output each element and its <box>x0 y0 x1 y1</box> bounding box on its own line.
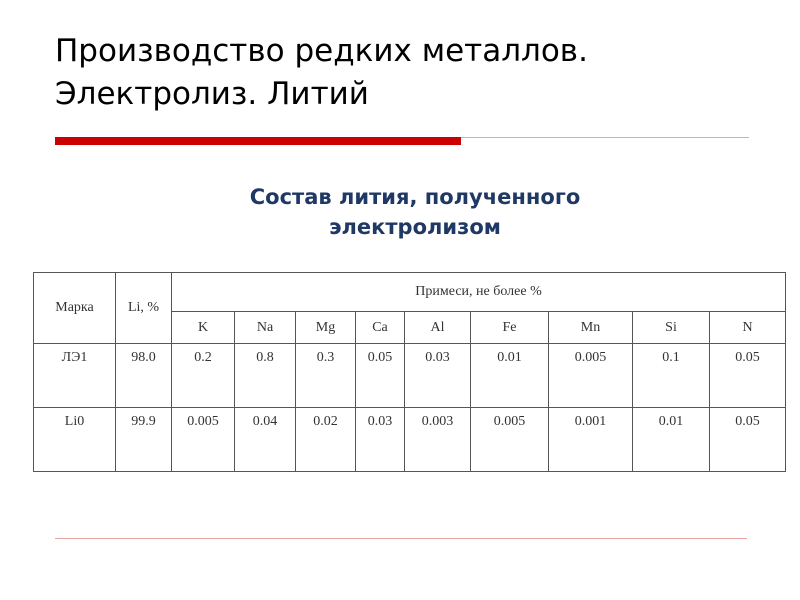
cell-si: 0.01 <box>633 408 710 472</box>
title-divider <box>55 136 749 146</box>
header-element-al: Al <box>405 312 471 344</box>
cell-al: 0.03 <box>405 344 471 408</box>
cell-mg: 0.3 <box>296 344 356 408</box>
header-element-mn: Mn <box>549 312 633 344</box>
header-row <box>34 273 786 312</box>
header-li: Li, % <box>116 273 172 344</box>
table-caption <box>150 182 680 242</box>
caption-line-1: Состав лития, полученного <box>249 185 581 209</box>
cell-li: 99.9 <box>116 408 172 472</box>
cell-k: 0.2 <box>172 344 235 408</box>
footer-divider <box>55 538 747 539</box>
cell-si: 0.1 <box>633 344 710 408</box>
header-element-n: N <box>710 312 786 344</box>
cell-al: 0.003 <box>405 408 471 472</box>
title-line-1: Производство редких металлов. <box>55 33 588 69</box>
cell-mn: 0.001 <box>549 408 633 472</box>
cell-fe: 0.005 <box>471 408 549 472</box>
caption-line-2: электролизом <box>329 215 501 239</box>
cell-mg: 0.02 <box>296 408 356 472</box>
cell-fe: 0.01 <box>471 344 549 408</box>
cell-n: 0.05 <box>710 344 786 408</box>
header-element-si: Si <box>633 312 710 344</box>
cell-na: 0.04 <box>235 408 296 472</box>
cell-ca: 0.03 <box>356 408 405 472</box>
composition-table <box>33 272 786 472</box>
cell-grade: ЛЭ1 <box>34 344 116 408</box>
header-element-fe: Fe <box>471 312 549 344</box>
cell-mn: 0.005 <box>549 344 633 408</box>
header-element-na: Na <box>235 312 296 344</box>
cell-grade: Li0 <box>34 408 116 472</box>
title-line-2: Электролиз. Литий <box>55 76 369 112</box>
header-element-ca: Ca <box>356 312 405 344</box>
cell-ca: 0.05 <box>356 344 405 408</box>
cell-li: 98.0 <box>116 344 172 408</box>
table-row <box>34 408 786 472</box>
cell-k: 0.005 <box>172 408 235 472</box>
cell-na: 0.8 <box>235 344 296 408</box>
header-element-k: K <box>172 312 235 344</box>
header-impurities: Примеси, не более % <box>172 273 786 312</box>
table-row <box>34 344 786 408</box>
header-element-mg: Mg <box>296 312 356 344</box>
cell-n: 0.05 <box>710 408 786 472</box>
title-divider-accent-bar <box>55 137 461 145</box>
slide-title <box>55 30 755 116</box>
header-grade: Марка <box>34 273 116 344</box>
